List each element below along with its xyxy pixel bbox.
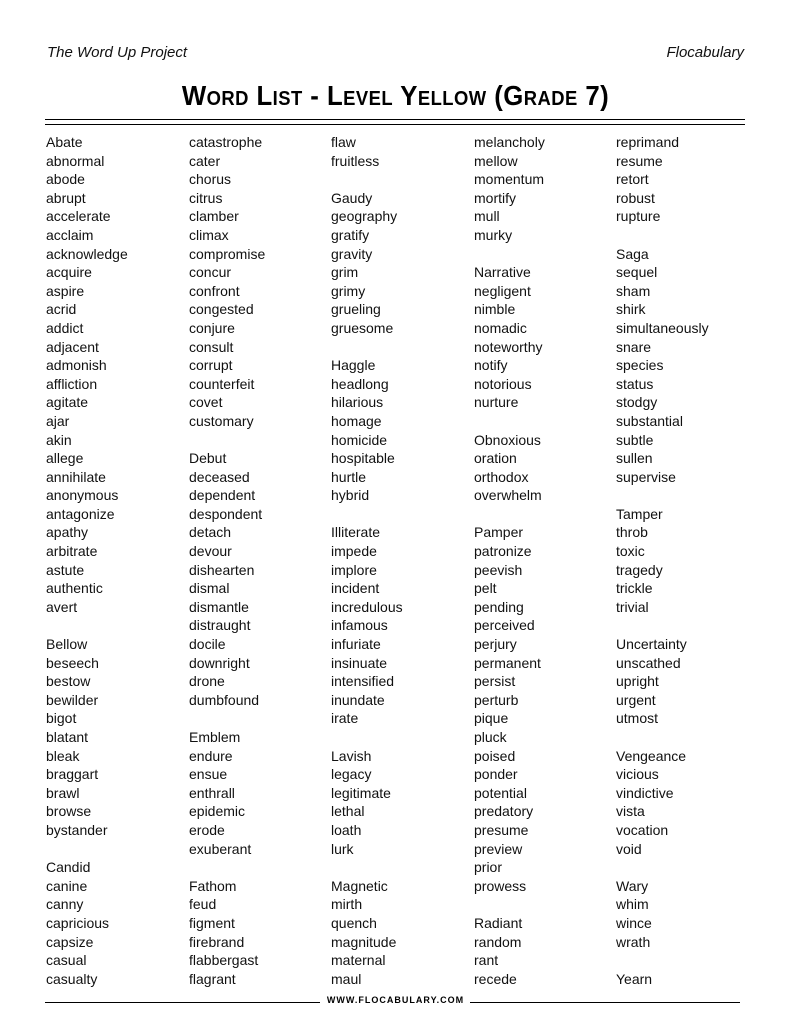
word-item: mortify (474, 189, 516, 206)
word-item: irate (331, 710, 359, 727)
word-item: abode (46, 171, 85, 188)
word-item: Emblem (189, 729, 241, 745)
word-item: abrupt (46, 189, 86, 206)
word-item: geography (331, 208, 398, 225)
word-item: mirth (331, 896, 363, 913)
word-gap (474, 895, 614, 914)
word-item: citrus (189, 189, 223, 206)
word-item: unscathed (616, 654, 681, 671)
word-item: nomadic (474, 319, 527, 336)
word-item: gravity (331, 245, 373, 262)
word-item: patronize (474, 543, 532, 560)
word-item: Fathom (189, 877, 237, 894)
word-item: homage (331, 412, 382, 429)
word-item: subtle (616, 431, 654, 448)
word-item: despondent (189, 505, 263, 522)
word-item: maternal (331, 952, 386, 969)
word-item: Candid (46, 859, 91, 876)
word-column-3 (331, 133, 471, 988)
word-item: bestow (46, 673, 91, 690)
word-item: poised (474, 747, 516, 764)
word-item: impede (331, 543, 377, 560)
word-item: aspire (46, 282, 85, 299)
project-name: The Word Up Project (47, 44, 188, 61)
word-item: resume (616, 152, 663, 169)
word-item: Gaudy (331, 189, 373, 206)
word-item: gruesome (331, 319, 394, 336)
word-item: lethal (331, 803, 365, 820)
word-column-4 (474, 133, 614, 988)
word-item: stodgy (616, 394, 658, 411)
word-item: insinuate (331, 654, 388, 671)
word-item: epidemic (189, 803, 246, 820)
word-item: legacy (331, 766, 372, 783)
word-item: orthodox (474, 468, 529, 485)
word-item: Vengeance (616, 747, 687, 764)
word-item: implore (331, 561, 377, 578)
word-item: prowess (474, 877, 527, 894)
word-item: wince (616, 914, 652, 931)
word-item: akin (46, 431, 72, 448)
word-item: overwhelm (474, 487, 542, 504)
word-item: canine (46, 877, 88, 894)
word-item: anonymous (46, 487, 119, 504)
word-item: notify (474, 357, 508, 374)
word-item: retort (616, 171, 649, 188)
word-item: catastrophe (189, 134, 263, 150)
word-gap (616, 858, 756, 877)
word-item: Lavish (331, 747, 372, 764)
word-item: infuriate (331, 636, 381, 653)
word-item: firebrand (189, 933, 245, 950)
word-item: capsize (46, 933, 94, 950)
word-item: antagonize (46, 505, 115, 522)
word-item: maul (331, 970, 362, 987)
word-item: hybrid (331, 487, 370, 504)
word-item: distraught (189, 617, 251, 634)
word-item: Magnetic (331, 877, 388, 894)
word-item: browse (46, 803, 92, 820)
word-item: allege (46, 450, 84, 467)
word-gap (189, 431, 329, 450)
word-item: customary (189, 412, 254, 429)
word-item: substantial (616, 412, 683, 429)
word-item: headlong (331, 375, 389, 392)
word-item: perturb (474, 691, 519, 708)
word-item: ensue (189, 766, 228, 783)
word-item: ajar (46, 412, 70, 429)
word-item: pique (474, 710, 509, 727)
word-item: detach (189, 524, 232, 541)
word-item: arbitrate (46, 543, 98, 560)
word-item: rupture (616, 208, 661, 225)
word-item: Illiterate (331, 524, 381, 541)
word-item: casual (46, 952, 87, 969)
word-item: upright (616, 673, 659, 690)
word-item: mellow (474, 152, 518, 169)
word-item: urgent (616, 691, 656, 708)
word-item: beseech (46, 654, 99, 671)
word-item: clamber (189, 208, 239, 225)
word-gap (616, 951, 756, 970)
word-item: infamous (331, 617, 388, 634)
word-item: acrid (46, 301, 77, 318)
word-item: acquire (46, 264, 92, 281)
word-item: annihilate (46, 468, 106, 485)
word-item: dependent (189, 487, 256, 504)
word-item: notorious (474, 375, 532, 392)
word-item: Haggle (331, 357, 376, 374)
word-item: tragedy (616, 561, 663, 578)
word-gap (46, 840, 186, 859)
title-rule-top (45, 119, 745, 120)
word-item: grim (331, 264, 359, 281)
word-item: flaw (331, 134, 356, 150)
word-item: loath (331, 821, 362, 838)
word-item: climax (189, 226, 229, 243)
word-item: recede (474, 970, 517, 987)
word-item: capricious (46, 914, 110, 931)
word-item: bleak (46, 747, 80, 764)
word-item: congested (189, 301, 254, 318)
word-item: oration (474, 450, 517, 467)
word-item: exuberant (189, 840, 252, 857)
word-item: pending (474, 598, 524, 615)
word-item: robust (616, 189, 655, 206)
word-item: incident (331, 580, 380, 597)
word-item: Wary (616, 877, 649, 894)
word-item: vocation (616, 821, 669, 838)
word-item: flagrant (189, 970, 236, 987)
word-item: brawl (46, 784, 80, 801)
word-item: perceived (474, 617, 535, 634)
word-item: Abate (46, 134, 83, 150)
word-item: enthrall (189, 784, 235, 801)
word-gap (474, 505, 614, 524)
word-item: quench (331, 914, 377, 931)
word-gap (616, 728, 756, 747)
word-item: Bellow (46, 636, 88, 653)
word-item: nimble (474, 301, 516, 318)
word-item: vindictive (616, 784, 674, 801)
word-item: Radiant (474, 914, 523, 931)
word-item: simultaneously (616, 319, 709, 336)
word-item: status (616, 375, 654, 392)
word-item: lurk (331, 840, 354, 857)
title-rule-bottom (45, 124, 745, 125)
word-gap (474, 245, 614, 264)
word-item: potential (474, 784, 527, 801)
word-item: bystander (46, 821, 108, 838)
word-item: casualty (46, 970, 98, 987)
word-item: murky (474, 226, 513, 243)
word-item: braggart (46, 766, 99, 783)
word-item: trickle (616, 580, 653, 597)
word-item: fruitless (331, 152, 380, 169)
word-item: chorus (189, 171, 232, 188)
word-item: cater (189, 152, 221, 169)
word-gap (331, 170, 471, 189)
word-item: erode (189, 821, 225, 838)
footer-url: WWW.FLOCABULARY.COM (326, 995, 465, 1005)
word-item: shirk (616, 301, 646, 318)
word-item: bigot (46, 710, 77, 727)
word-item: agitate (46, 394, 89, 411)
word-item: authentic (46, 580, 103, 597)
word-item: vicious (616, 766, 659, 783)
word-item: presume (474, 821, 529, 838)
word-item: predatory (474, 803, 534, 820)
word-gap (616, 226, 756, 245)
word-item: permanent (474, 654, 541, 671)
word-item: negligent (474, 282, 531, 299)
word-item: perjury (474, 636, 517, 653)
word-item: mull (474, 208, 500, 225)
word-item: blatant (46, 729, 89, 745)
word-item: vista (616, 803, 645, 820)
word-item: avert (46, 598, 78, 615)
word-item: counterfeit (189, 375, 255, 392)
word-item: apathy (46, 524, 89, 541)
word-item: preview (474, 840, 523, 857)
word-item: hurtle (331, 468, 367, 485)
word-item: Tamper (616, 505, 663, 522)
word-item: species (616, 357, 664, 374)
word-item: concur (189, 264, 232, 281)
publisher-name: Flocabulary (666, 44, 744, 61)
word-item: rant (474, 952, 499, 969)
word-item: adjacent (46, 338, 99, 355)
word-item: intensified (331, 673, 395, 690)
word-item: abnormal (46, 152, 105, 169)
word-item: endure (189, 747, 233, 764)
word-gap (331, 858, 471, 877)
word-column-5 (616, 133, 756, 988)
word-item: gratify (331, 226, 370, 243)
word-item: covet (189, 394, 223, 411)
word-item: confront (189, 282, 240, 299)
word-gap (616, 486, 756, 505)
word-item: hospitable (331, 450, 395, 467)
word-item: whim (616, 896, 649, 913)
word-item: homicide (331, 431, 388, 448)
word-column-2 (189, 133, 329, 988)
word-gap (331, 338, 471, 357)
word-item: bewilder (46, 691, 99, 708)
word-item: snare (616, 338, 652, 355)
word-item: Debut (189, 450, 227, 467)
word-item: acknowledge (46, 245, 128, 262)
word-item: corrupt (189, 357, 233, 374)
word-item: consult (189, 338, 234, 355)
word-item: grueling (331, 301, 381, 318)
word-item: deceased (189, 468, 250, 485)
word-item: magnitude (331, 933, 397, 950)
word-item: pluck (474, 729, 507, 745)
word-item: throb (616, 524, 648, 541)
word-item: incredulous (331, 598, 403, 615)
word-gap (189, 709, 329, 728)
word-item: toxic (616, 543, 645, 560)
word-item: noteworthy (474, 338, 543, 355)
word-item: random (474, 933, 522, 950)
word-gap (189, 858, 329, 877)
word-item: sullen (616, 450, 653, 467)
word-item: Narrative (474, 264, 531, 281)
word-item: flabbergast (189, 952, 259, 969)
word-item: feud (189, 896, 217, 913)
word-gap (331, 728, 471, 747)
word-item: addict (46, 319, 84, 336)
word-gap (331, 505, 471, 524)
word-item: grimy (331, 282, 366, 299)
word-item: drone (189, 673, 225, 690)
footer-rule-right (470, 1002, 740, 1003)
word-gap (46, 616, 186, 635)
word-item: Obnoxious (474, 431, 541, 448)
word-item: downright (189, 654, 250, 671)
word-item: dumbfound (189, 691, 260, 708)
word-item: docile (189, 636, 226, 653)
word-item: astute (46, 561, 85, 578)
word-item: accelerate (46, 208, 111, 225)
word-item: dismantle (189, 598, 249, 615)
word-item: Pamper (474, 524, 524, 541)
word-item: dismal (189, 580, 230, 597)
word-gap (616, 616, 756, 635)
word-item: canny (46, 896, 84, 913)
word-column-1 (46, 133, 186, 988)
word-item: utmost (616, 710, 659, 727)
word-item: sham (616, 282, 651, 299)
word-item: void (616, 840, 642, 857)
word-item: acclaim (46, 226, 94, 243)
word-item: peevish (474, 561, 523, 578)
word-item: momentum (474, 171, 545, 188)
word-gap (474, 412, 614, 431)
word-item: supervise (616, 468, 676, 485)
word-item: melancholy (474, 134, 545, 150)
word-item: pelt (474, 580, 497, 597)
word-item: prior (474, 859, 503, 876)
word-item: Uncertainty (616, 636, 687, 653)
word-item: devour (189, 543, 232, 560)
word-item: reprimand (616, 134, 680, 150)
word-item: inundate (331, 691, 385, 708)
word-item: hilarious (331, 394, 384, 411)
word-item: persist (474, 673, 516, 690)
word-item: figment (189, 914, 235, 931)
word-item: Saga (616, 245, 649, 262)
word-item: dishearten (189, 561, 255, 578)
word-item: ponder (474, 766, 518, 783)
word-item: trivial (616, 598, 649, 615)
word-item: wrath (616, 933, 651, 950)
word-item: legitimate (331, 784, 391, 801)
word-item: admonish (46, 357, 107, 374)
word-item: nurture (474, 394, 519, 411)
word-item: compromise (189, 245, 266, 262)
page-title: Word List - Level Yellow (Grade 7) (181, 80, 610, 111)
word-item: affliction (46, 375, 98, 392)
word-item: conjure (189, 319, 235, 336)
word-item: sequel (616, 264, 658, 281)
word-item: Yearn (616, 970, 653, 987)
